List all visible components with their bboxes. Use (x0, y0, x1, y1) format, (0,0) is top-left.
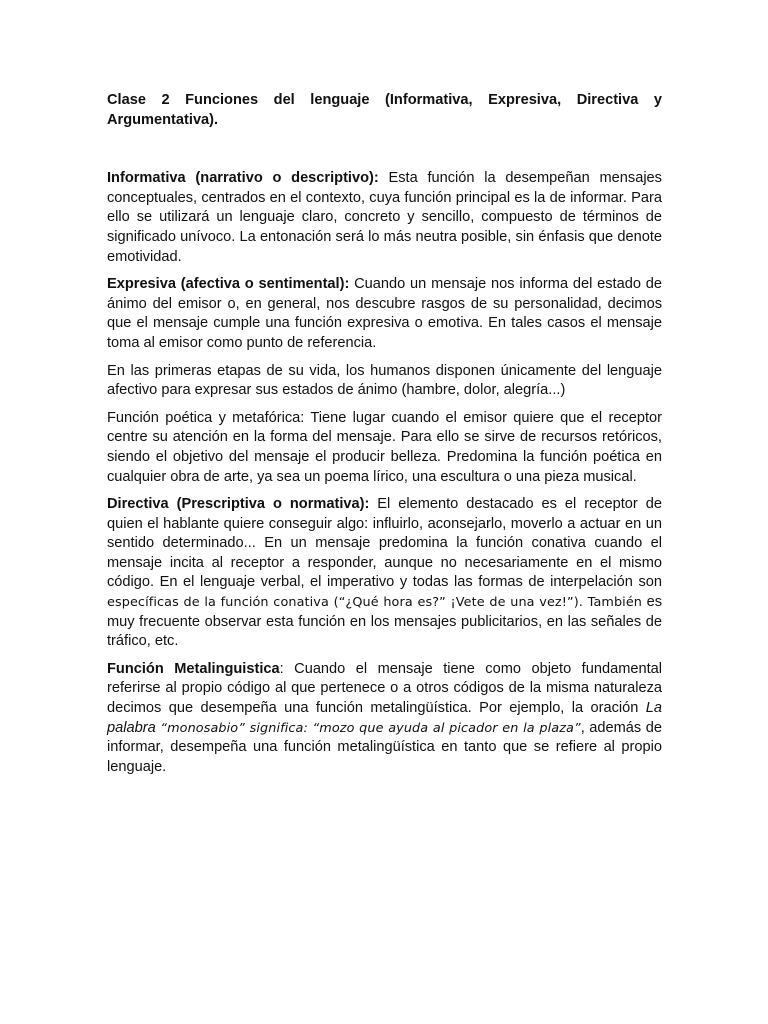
paragraph-poetica: Función poética y metafórica: Tiene lugar cuando el emisor quiere que el receptor centre su atención en la forma del mensaje. Para ello se sirve de recursos retóricos, siendo el objetivo del mensaje el producir belleza. Predomina la función poética en cualquier obra de arte, ya sea un poema lírico, una escultura o una pieza musical. (107, 409, 662, 485)
metalinguistica-text: : Cuando el mensaje tiene como objeto fundamental referirse al propio código al que pertenece o a otros códigos de la misma naturaleza decimos que desempeña una función metalingüística. Por ejemplo, la oración (107, 660, 663, 717)
directiva-heading: Directiva (Prescriptiva o normativa): (107, 496, 370, 513)
directiva-examples: específicas de la función conativa (“¿Qué hora es?” ¡Vete de una vez!”). También (107, 595, 643, 611)
informativa-heading: Informativa (narrativo o descriptivo): (107, 170, 379, 187)
metalinguistica-example-quote: “monosabio” significa: “mozo que ayuda al picador en la plaza” (155, 720, 581, 736)
document-page (107, 91, 662, 785)
metalinguistica-text-end: , además de informar, desempeña una función metalingüística en tanto que se refiere al propio lenguaje. (107, 719, 662, 775)
expresiva-text: Cuando un mensaje nos informa del estado de ánimo del emisor o, en general, nos descubre rasgos de su personalidad, decimos que el mensaje cumple una función expresiva o emotiva. En tales casos el mensaje toma al emisor como punto de referencia. (107, 276, 662, 351)
metalinguistica-example-italic: La palabra (107, 700, 662, 736)
informativa-text: Esta función la desempeñan mensajes conceptuales, centrados en el contexto, cuya función principal es la de informar. Para ello se utilizará un lenguaje claro, concreto y sencillo, compuesto de términos de significado unívoco. La entonación será lo más neutra posible, sin énfasis que denote emotividad. (107, 170, 662, 265)
directiva-text-end: es muy frecuente observar esta función en los mensajes publicitarios, en las señales de tráfico, etc. (107, 594, 662, 650)
metalinguistica-heading: Función Metalinguistica (107, 660, 280, 677)
paragraph-expresiva (107, 275, 662, 353)
paragraph-directiva (107, 495, 662, 652)
paragraph-metalinguistica (107, 660, 662, 778)
paragraph-informativa (107, 169, 662, 267)
directiva-text: El elemento destacado es el receptor de quien el hablante quiere conseguir algo: influirlo, aconsejarlo, moverlo a actuar en un sentido determinado... En un mensaje predomina la función conativa cuando el mensaje incita al receptor a responder, aunque no necesariamente en el mismo código. En el lenguaje verbal, el imperativo y todas las formas de interpelación son (107, 496, 662, 591)
paragraph-expresiva-extra: En las primeras etapas de su vida, los humanos disponen únicamente del lenguaje afectivo para expresar sus estados de ánimo (hambre, dolor, alegría...) (107, 362, 662, 399)
expresiva-heading: Expresiva (afectiva o sentimental): (107, 276, 350, 293)
page-title: Clase 2 Funciones del lenguaje (Informativa, Expresiva, Directiva y Argumentativa). (107, 92, 662, 128)
